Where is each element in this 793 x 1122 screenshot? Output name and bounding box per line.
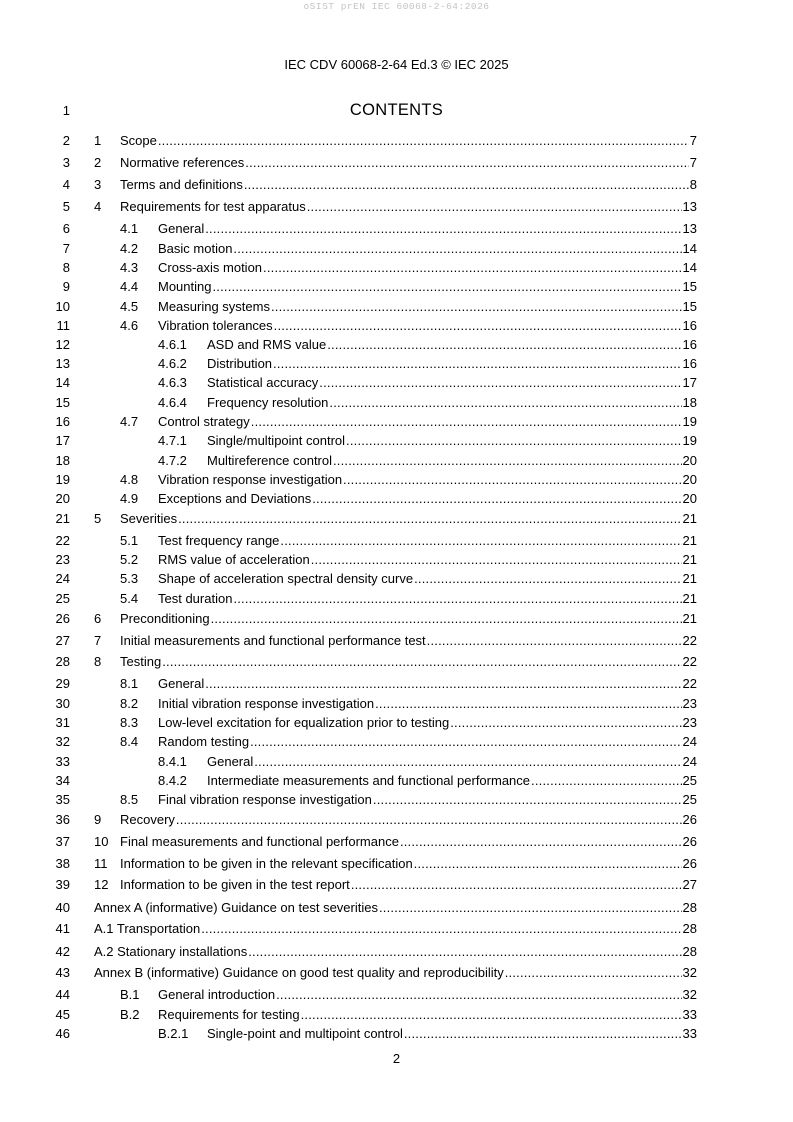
toc-entry-number: 3 (94, 177, 102, 192)
toc-entry[interactable] (0, 713, 793, 732)
toc-entry[interactable] (0, 412, 793, 431)
toc-entry-page: 22 (682, 654, 697, 669)
toc-entry[interactable] (0, 854, 793, 873)
toc-entry-page: 16 (682, 337, 697, 352)
toc-entry-title[interactable]: Vibration tolerances (158, 318, 273, 333)
toc-entry-page: 13 (682, 199, 697, 214)
dot-leader (211, 609, 682, 628)
dot-leader (531, 771, 682, 790)
dot-leader (505, 963, 682, 982)
toc-entry-title[interactable]: Final measurements and functional performance (120, 834, 399, 849)
toc-entry-title[interactable]: Low-level excitation for equalization prior to testing (158, 715, 450, 730)
toc-entry[interactable] (0, 985, 793, 1004)
document-header: IEC CDV 60068-2-64 Ed.3 © IEC 2025 (284, 57, 509, 72)
toc-entry-number: 4.6 (120, 318, 139, 333)
toc-entry[interactable] (0, 963, 793, 982)
toc-entry-number: 4.9 (120, 491, 139, 506)
dot-leader (276, 985, 681, 1004)
toc-entry-number: 7 (94, 633, 102, 648)
dot-leader (205, 219, 681, 238)
toc-entry-number: 5.4 (120, 591, 139, 606)
line-number: 10 (55, 299, 70, 314)
toc-entry-title[interactable]: A.2 Stationary installations (94, 944, 248, 959)
page-number: 2 (392, 1051, 401, 1066)
dot-leader (404, 1024, 682, 1043)
toc-entry-number: 4.3 (120, 260, 139, 275)
toc-entry-page: 21 (682, 611, 697, 626)
toc-entry-number: 10 (94, 834, 109, 849)
toc-entry-title[interactable]: Measuring systems (158, 299, 270, 314)
dot-leader (375, 694, 681, 713)
toc-entry-page: 33 (682, 1026, 697, 1041)
line-number: 46 (55, 1026, 70, 1041)
toc-entry-title[interactable]: Annex A (informative) Guidance on test severities (94, 900, 378, 915)
toc-entry-title[interactable]: Information to be given in the test report (120, 877, 350, 892)
toc-entry-number: 4.6.2 (158, 356, 187, 371)
toc-entry-page: 25 (682, 792, 697, 807)
toc-entry-number: 8.3 (120, 715, 139, 730)
toc-entry-number: 4.5 (120, 299, 139, 314)
toc-entry-title[interactable]: General introduction (158, 987, 276, 1002)
toc-entry-title[interactable]: RMS value of acceleration (158, 552, 310, 567)
dot-leader (245, 153, 688, 172)
toc-entry-page: 25 (682, 773, 697, 788)
toc-entry[interactable] (0, 1005, 793, 1024)
toc-entry[interactable] (0, 832, 793, 851)
toc-entry[interactable] (0, 373, 793, 392)
dot-leader (400, 832, 682, 851)
toc-entry[interactable] (0, 732, 793, 751)
line-number: 18 (55, 453, 70, 468)
dot-leader (301, 1005, 682, 1024)
toc-entry[interactable] (0, 1024, 793, 1043)
dot-leader (271, 297, 682, 316)
toc-entry-title[interactable]: Distribution (207, 356, 273, 371)
toc-entry-page: 7 (689, 155, 697, 170)
toc-entry-number: 4.6.4 (158, 395, 187, 410)
line-number: 4 (62, 177, 70, 192)
toc-entry-page: 22 (682, 676, 697, 691)
toc-entry-page: 16 (682, 356, 697, 371)
toc-entry-title[interactable]: Mounting (158, 279, 212, 294)
toc-entry[interactable] (0, 550, 793, 569)
toc-entry[interactable] (0, 569, 793, 588)
dot-leader (346, 431, 682, 450)
toc-entry-number: 8.1 (120, 676, 139, 691)
toc-entry[interactable] (0, 652, 793, 671)
toc-entry-page: 32 (682, 965, 697, 980)
line-number: 3 (62, 155, 70, 170)
line-number: 6 (62, 221, 70, 236)
dot-leader (178, 509, 681, 528)
toc-entry[interactable] (0, 239, 793, 258)
dot-leader (233, 589, 681, 608)
toc-entry-number: 2 (94, 155, 102, 170)
dot-leader (201, 919, 681, 938)
toc-entry[interactable] (0, 489, 793, 508)
toc-entry[interactable] (0, 942, 793, 961)
line-number: 39 (55, 877, 70, 892)
toc-entry-page: 28 (682, 944, 697, 959)
line-number: 13 (55, 356, 70, 371)
toc-entry-title[interactable]: Intermediate measurements and functional performance (207, 773, 531, 788)
toc-entry[interactable] (0, 431, 793, 450)
toc-entry-page: 24 (682, 734, 697, 749)
toc-entry-number: 4.7.2 (158, 453, 187, 468)
dot-leader (450, 713, 681, 732)
dot-leader (205, 674, 681, 693)
watermark: oSIST prEN IEC 60068-2-64:2026 (303, 1, 490, 12)
toc-entry[interactable] (0, 631, 793, 650)
line-number: 17 (55, 433, 70, 448)
line-number: 42 (55, 944, 70, 959)
line-number: 15 (55, 395, 70, 410)
toc-entry[interactable] (0, 354, 793, 373)
toc-entry-title[interactable]: Scope (120, 133, 157, 148)
toc-entry[interactable] (0, 589, 793, 608)
toc-entry-page: 21 (682, 511, 697, 526)
toc-entry[interactable] (0, 297, 793, 316)
toc-entry-title[interactable]: A.1 Transportation (94, 921, 201, 936)
toc-entry-page: 21 (682, 571, 697, 586)
toc-entry[interactable] (0, 451, 793, 470)
toc-entry[interactable] (0, 674, 793, 693)
toc-entry[interactable] (0, 175, 793, 194)
toc-entry-page: 15 (682, 299, 697, 314)
contents-title: CONTENTS (349, 101, 444, 119)
line-number: 11 (56, 318, 70, 333)
toc-entry[interactable] (0, 790, 793, 809)
dot-leader (351, 875, 682, 894)
toc-entry-number: B.1 (120, 987, 140, 1002)
dot-leader (414, 569, 681, 588)
dot-leader (311, 550, 682, 569)
toc-entry-number: 4.2 (120, 241, 139, 256)
toc-entry-title[interactable]: Severities (120, 511, 178, 526)
toc-entry-number: 1 (94, 133, 102, 148)
toc-entry-title[interactable]: Final vibration response investigation (158, 792, 372, 807)
toc-entry-page: 14 (682, 241, 697, 256)
toc-entry[interactable] (0, 131, 793, 150)
toc-entry-title[interactable]: General (158, 676, 205, 691)
toc-entry-page: 26 (682, 856, 697, 871)
toc-entry-title[interactable]: Initial measurements and functional performance test (120, 633, 426, 648)
toc-entry-page: 13 (682, 221, 697, 236)
toc-entry-page: 23 (682, 696, 697, 711)
toc-entry[interactable] (0, 609, 793, 628)
line-number: 43 (55, 965, 70, 980)
toc-entry[interactable] (0, 153, 793, 172)
toc-entry-title[interactable]: Control strategy (158, 414, 250, 429)
toc-entry-title[interactable]: Requirements for testing (158, 1007, 300, 1022)
toc-entry-page: 26 (682, 812, 697, 827)
dot-leader (273, 354, 682, 373)
toc-entry-number: 5.2 (120, 552, 139, 567)
dot-leader (254, 752, 681, 771)
toc-entry-number: 8.4 (120, 734, 139, 749)
toc-entry[interactable] (0, 752, 793, 771)
toc-entry-title[interactable]: Multireference control (207, 453, 332, 468)
toc-entry[interactable] (0, 810, 793, 829)
dot-leader (327, 335, 681, 354)
toc-entry-page: 8 (689, 177, 697, 192)
line-number: 27 (55, 633, 70, 648)
line-number: 16 (55, 414, 70, 429)
toc-entry-title[interactable]: Initial vibration response investigation (158, 696, 375, 711)
toc-entry-title[interactable]: Requirements for test apparatus (120, 199, 306, 214)
dot-leader (212, 277, 681, 296)
toc-entry-page: 26 (682, 834, 697, 849)
toc-entry[interactable] (0, 277, 793, 296)
dot-leader (343, 470, 681, 489)
line-number: 7 (62, 241, 70, 256)
toc-entry-number: 5 (94, 511, 102, 526)
toc-entry-number: 4.6.3 (158, 375, 187, 390)
line-number: 37 (55, 834, 70, 849)
dot-leader (251, 412, 682, 431)
toc-entry-page: 15 (682, 279, 697, 294)
toc-entry[interactable] (0, 919, 793, 938)
toc-entry-number: 4.4 (120, 279, 139, 294)
line-number: 5 (62, 199, 70, 214)
dot-leader (333, 451, 682, 470)
line-number: 14 (55, 375, 70, 390)
toc-entry[interactable] (0, 335, 793, 354)
line-number: 31 (55, 715, 70, 730)
toc-entry-page: 32 (682, 987, 697, 1002)
line-number: 35 (55, 792, 70, 807)
toc-entry[interactable] (0, 531, 793, 550)
toc-entry-title[interactable]: Preconditioning (120, 611, 210, 626)
line-number: 25 (55, 591, 70, 606)
toc-entry-page: 33 (682, 1007, 697, 1022)
toc-entry-number: 6 (94, 611, 102, 626)
line-number: 20 (55, 491, 70, 506)
toc-entry-number: 8.4.2 (158, 773, 187, 788)
toc-entry-number: 8.4.1 (158, 754, 187, 769)
toc-entry-page: 21 (682, 591, 697, 606)
toc-entry-number: 9 (94, 812, 102, 827)
toc-entry[interactable] (0, 898, 793, 917)
dot-leader (233, 239, 681, 258)
line-number: 8 (62, 260, 70, 275)
dot-leader (248, 942, 681, 961)
toc-entry[interactable] (0, 771, 793, 790)
toc-entry-page: 28 (682, 921, 697, 936)
toc-entry-page: 19 (682, 414, 697, 429)
toc-entry-number: 4.8 (120, 472, 139, 487)
toc-entry[interactable] (0, 316, 793, 335)
toc-entry-title[interactable]: Frequency resolution (207, 395, 329, 410)
toc-entry-title[interactable]: Information to be given in the relevant specification (120, 856, 413, 871)
line-number: 22 (55, 533, 70, 548)
toc-entry[interactable] (0, 470, 793, 489)
toc-entry[interactable] (0, 197, 793, 216)
dot-leader (263, 258, 682, 277)
dot-leader (427, 631, 682, 650)
toc-entry-number: 5.3 (120, 571, 139, 586)
line-number: 12 (55, 337, 70, 352)
toc-entry-page: 21 (682, 533, 697, 548)
dot-leader (379, 898, 682, 917)
line-number: 28 (55, 654, 70, 669)
toc-entry-title[interactable]: Random testing (158, 734, 250, 749)
dot-leader (250, 732, 681, 751)
toc-entry-number: B.2 (120, 1007, 140, 1022)
line-number: 2 (62, 133, 70, 148)
line-number: 9 (62, 279, 70, 294)
dot-leader (176, 810, 682, 829)
toc-entry-number: 4.7 (120, 414, 139, 429)
line-number: 26 (55, 611, 70, 626)
toc-entry-title[interactable]: Single/multipoint control (207, 433, 346, 448)
toc-entry[interactable] (0, 393, 793, 412)
dot-leader (373, 790, 682, 809)
toc-entry-page: 7 (689, 133, 697, 148)
line-number: 34 (55, 773, 70, 788)
line-number: 33 (55, 754, 70, 769)
toc-entry-page: 24 (682, 754, 697, 769)
line-number: 44 (55, 987, 70, 1002)
toc-entry-page: 20 (682, 472, 697, 487)
dot-leader (319, 373, 681, 392)
line-number: 19 (55, 472, 70, 487)
toc-entry-title[interactable]: Basic motion (158, 241, 233, 256)
toc-entry[interactable] (0, 219, 793, 238)
toc-entry-number: B.2.1 (158, 1026, 189, 1041)
line-number: 41 (55, 921, 70, 936)
toc-entry-title[interactable]: Vibration response investigation (158, 472, 343, 487)
toc-entry-page: 20 (682, 453, 697, 468)
toc-entry-title[interactable]: Test duration (158, 591, 233, 606)
dot-leader (307, 197, 682, 216)
toc-entry-number: 8.2 (120, 696, 139, 711)
toc-entry-title[interactable]: Statistical accuracy (207, 375, 319, 390)
toc-entry-title[interactable]: ASD and RMS value (207, 337, 327, 352)
toc-entry-title[interactable]: Single-point and multipoint control (207, 1026, 403, 1041)
dot-leader (312, 489, 681, 508)
line-number: 45 (55, 1007, 70, 1022)
toc-entry-page: 21 (682, 552, 697, 567)
toc-entry-title[interactable]: Test frequency range (158, 533, 280, 548)
dot-leader (280, 531, 681, 550)
toc-entry-number: 4.7.1 (158, 433, 187, 448)
line-number: 23 (55, 552, 70, 567)
dot-leader (414, 854, 682, 873)
line-number: 24 (55, 571, 70, 586)
toc-entry-number: 4.1 (120, 221, 139, 236)
toc-entry-page: 18 (682, 395, 697, 410)
toc-entry-title[interactable]: Cross-axis motion (158, 260, 263, 275)
toc-entry-number: 4 (94, 199, 102, 214)
toc-entry-number: 8.5 (120, 792, 139, 807)
toc-entry-title[interactable]: Recovery (120, 812, 175, 827)
toc-entry-title[interactable]: Exceptions and Deviations (158, 491, 312, 506)
toc-entry-title[interactable]: Annex B (informative) Guidance on good test quality and reproducibility (94, 965, 504, 980)
dot-leader (244, 175, 689, 194)
line-number: 1 (62, 103, 70, 118)
toc-entry-page: 28 (682, 900, 697, 915)
dot-leader (274, 316, 682, 335)
toc-entry-page: 16 (682, 318, 697, 333)
toc-entry[interactable] (0, 258, 793, 277)
toc-entry-page: 19 (682, 433, 697, 448)
line-number: 32 (55, 734, 70, 749)
toc-entry-page: 22 (682, 633, 697, 648)
line-number: 29 (55, 676, 70, 691)
toc-entry-number: 12 (94, 877, 109, 892)
toc-entry[interactable] (0, 694, 793, 713)
toc-entry-title[interactable]: Shape of acceleration spectral density curve (158, 571, 414, 586)
toc-entry-title[interactable]: General (158, 221, 205, 236)
line-number: 38 (55, 856, 70, 871)
toc-entry-page: 23 (682, 715, 697, 730)
toc-entry-title[interactable]: Testing (120, 654, 162, 669)
line-number: 40 (55, 900, 70, 915)
toc-entry-number: 8 (94, 654, 102, 669)
toc-entry[interactable] (0, 875, 793, 894)
toc-entry-title[interactable]: Terms and definitions (120, 177, 243, 192)
dot-leader (162, 652, 681, 671)
toc-entry-page: 14 (682, 260, 697, 275)
dot-leader (158, 131, 689, 150)
line-number: 21 (55, 511, 70, 526)
toc-entry[interactable] (0, 509, 793, 528)
line-number: 30 (55, 696, 70, 711)
toc-entry-title[interactable]: Normative references (120, 155, 245, 170)
toc-entry-number: 5.1 (120, 533, 139, 548)
toc-entry-number: 11 (94, 856, 108, 871)
toc-entry-number: 4.6.1 (158, 337, 187, 352)
toc-entry-page: 27 (682, 877, 697, 892)
toc-entry-page: 20 (682, 491, 697, 506)
toc-entry-page: 17 (682, 375, 697, 390)
line-number: 36 (55, 812, 70, 827)
toc-entry-title[interactable]: General (207, 754, 254, 769)
dot-leader (329, 393, 681, 412)
